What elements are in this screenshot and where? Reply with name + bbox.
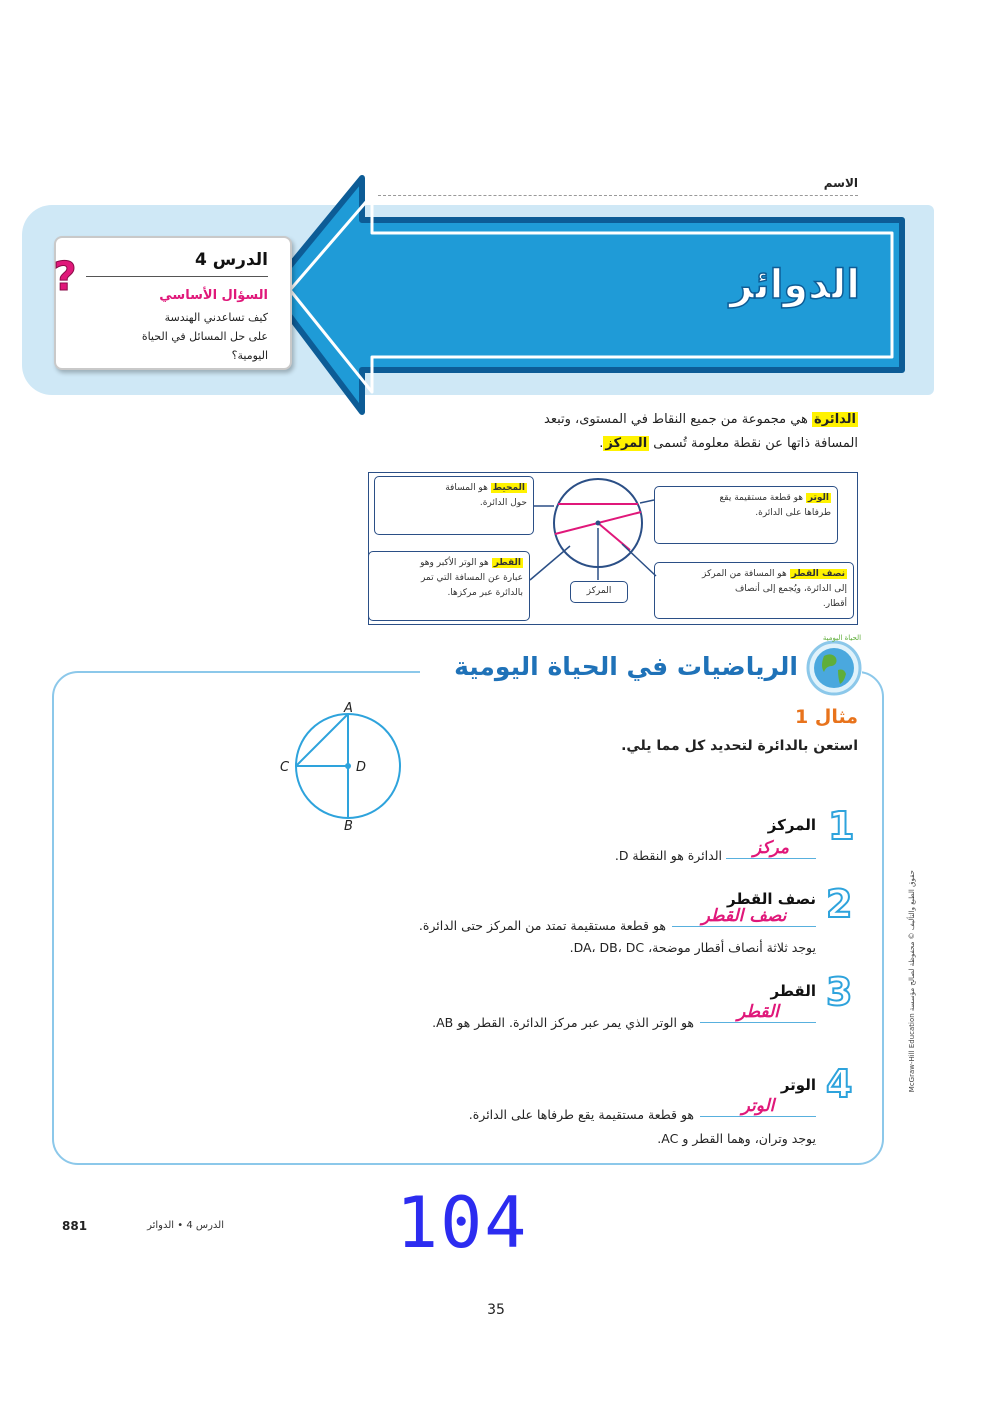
- question-mark-icon: ?: [53, 254, 77, 300]
- center-label-box: المركز: [570, 581, 628, 603]
- point-label-A: A: [344, 701, 353, 716]
- item-4-number: 4: [826, 1062, 853, 1106]
- diameter-box: القطر هو الوتر الأكبر وهو عبارة عن المسافة التي تمر بالدائرة عبر مركزها.: [368, 551, 530, 621]
- section-title: الرياضيات في الحياة اليومية: [454, 652, 798, 681]
- item-3-text: هو الوتر الذي يمر عبر مركز الدائرة. القطر هو AB.: [432, 1015, 694, 1030]
- item-1-answer[interactable]: مركز: [726, 838, 816, 859]
- item-2-number: 2: [826, 882, 853, 926]
- pointer-chord: [640, 500, 654, 503]
- handwritten-page-number: 104: [396, 1182, 529, 1264]
- globe-icon: [800, 634, 872, 696]
- item-2-text: هو قطعة مستقيمة تمتد من المركز حتى الدائرة.: [418, 918, 666, 933]
- point-label-D: D: [356, 760, 367, 775]
- diagram-radius: [598, 523, 630, 550]
- banner-arrow: [0, 0, 992, 450]
- item-4-text: هو قطعة مستقيمة يقع طرفاها على الدائرة.: [468, 1107, 694, 1122]
- item-4-text-2: يوجد وتران، وهما القطر و AC.: [657, 1131, 816, 1146]
- name-label: الاسم: [823, 176, 858, 190]
- radius-box: نصف القطر هو المسافة من المركز إلى الدائرة، ويُجمع إلى أنصاف أقطار.: [654, 562, 854, 619]
- footer-page-number: 881: [62, 1219, 88, 1233]
- pointer-radius: [622, 544, 656, 576]
- page-title: الدوائر: [729, 262, 860, 308]
- point-label-C: C: [280, 760, 290, 775]
- lesson-card: [54, 236, 292, 370]
- item-3-number: 3: [826, 970, 853, 1014]
- item-2-answer[interactable]: نصف القطر: [672, 906, 816, 927]
- pointer-diameter: [530, 546, 570, 580]
- item-1-number: 1: [828, 804, 855, 848]
- item-2-text-2: يوجد ثلاثة أنصاف أقطار موضحة، DA، DB، DC.: [569, 940, 816, 955]
- example-circle-figure: [272, 700, 412, 838]
- essential-question-text: كيف تساعدني الهندسة على حل المسائل في الحياة اليومية؟: [141, 311, 268, 362]
- essential-question-label: السؤال الأساسي: [159, 288, 268, 303]
- side-credit: حقوق الطبع والتأليف © محفوظة لصالح مؤسسة McGraw-Hill Education: [908, 870, 916, 1093]
- lesson-number: الدرس 4: [194, 250, 268, 270]
- center-point-D: [345, 763, 351, 769]
- example-label: مثال 1: [795, 706, 858, 728]
- diagram-circle-figure: [500, 470, 670, 620]
- item-1-text: الدائرة هو النقطة D.: [614, 848, 722, 863]
- example-instruction: استعن بالدائرة لتحديد كل مما يلي.: [621, 738, 858, 754]
- point-label-B: B: [344, 819, 353, 834]
- item-2-title: نصف القطر: [726, 890, 816, 908]
- item-4-answer[interactable]: الوتر: [700, 1096, 816, 1117]
- item-3-title: القطر: [770, 982, 816, 1000]
- chord-box: الوتر هو قطعة مستقيمة يقع طرفاها على الدائرة.: [654, 486, 838, 544]
- globe-tag: الحياة اليومية: [822, 634, 862, 642]
- item-1-title: المركز: [767, 816, 816, 834]
- definition-paragraph: الدائرة هي مجموعة من جميع النقاط في المستوى، وتبعد المسافة ذاتها عن نقطة معلومة تُسمى المركز.: [544, 412, 858, 451]
- footer-lesson-ref: الدرس 4 • الدوائر: [147, 1220, 224, 1231]
- item-3-answer[interactable]: القطر: [700, 1002, 816, 1023]
- item-4-title: الوتر: [780, 1076, 816, 1094]
- bottom-page-number: 35: [487, 1302, 505, 1318]
- diagram-center-dot: [596, 521, 601, 526]
- circumference-box: المحيط هو المسافة حول الدائرة.: [374, 476, 534, 535]
